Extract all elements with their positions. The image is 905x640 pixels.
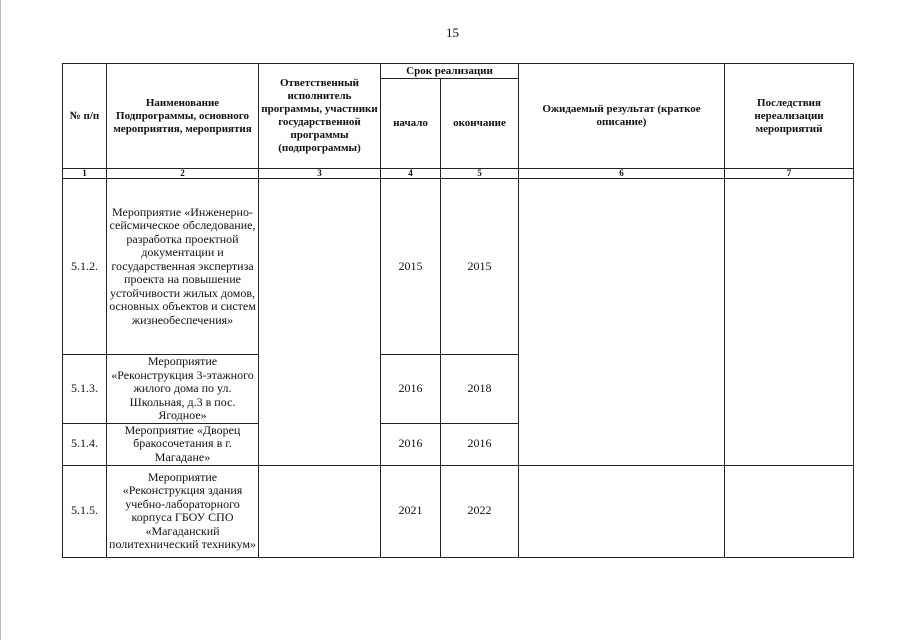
row-end: 2022 — [441, 465, 519, 557]
row-name: Мероприятие «Реконструкция 3-этажного жилого дома по ул. Школьная, д.3 в пос. Ягодное» — [107, 355, 259, 424]
header-num: № п/п — [63, 64, 107, 169]
header-result: Ожидаемый результат (краткое описание) — [519, 64, 725, 169]
row-start: 2016 — [381, 355, 441, 424]
header-responsible: Ответственный исполнитель программы, участники государственной программы (подпрограммы) — [259, 64, 381, 169]
row-name: Мероприятие «Реконструкция здания учебно-лабораторного корпуса ГБОУ СПО «Магаданский политехнический техникум» — [107, 465, 259, 557]
header-end: окончание — [441, 79, 519, 169]
consequences-cell — [725, 465, 854, 557]
row-name: Мероприятие «Дворец бракосочетания в г. Магадане» — [107, 423, 259, 465]
row-end: 2018 — [441, 355, 519, 424]
header-name: Наименование Подпрограммы, основного мероприятия, мероприятия — [107, 64, 259, 169]
responsible-cell — [259, 465, 381, 557]
row-number: 5.1.2. — [63, 179, 107, 355]
column-number: 4 — [381, 169, 441, 179]
row-number: 5.1.3. — [63, 355, 107, 424]
row-number: 5.1.4. — [63, 423, 107, 465]
column-number: 5 — [441, 169, 519, 179]
column-number: 3 — [259, 169, 381, 179]
row-end: 2016 — [441, 423, 519, 465]
row-end: 2015 — [441, 179, 519, 355]
row-number: 5.1.5. — [63, 465, 107, 557]
column-number: 1 — [63, 169, 107, 179]
page-edge-mark — [0, 0, 1, 640]
table-row — [63, 179, 854, 355]
header-start: начало — [381, 79, 441, 169]
table-row — [63, 465, 854, 557]
header-consequences: Последствия нереализации мероприятий — [725, 64, 854, 169]
result-cell — [519, 179, 725, 466]
header-period: Срок реализации — [381, 64, 519, 79]
column-number: 2 — [107, 169, 259, 179]
consequences-cell — [725, 179, 854, 466]
row-start: 2015 — [381, 179, 441, 355]
column-number-row — [63, 169, 854, 179]
row-start: 2016 — [381, 423, 441, 465]
column-number: 7 — [725, 169, 854, 179]
result-cell — [519, 465, 725, 557]
column-number: 6 — [519, 169, 725, 179]
program-table — [62, 63, 854, 558]
row-name: Мероприятие «Инженерно-сейсмическое обследование, разработка проектной документации и государственная экспертиза проекта на повышение устойчивости жилых домов, основных объектов и систем жизнеобеспечения» — [107, 179, 259, 355]
page-number: 15 — [446, 25, 459, 40]
responsible-cell — [259, 179, 381, 466]
row-start: 2021 — [381, 465, 441, 557]
